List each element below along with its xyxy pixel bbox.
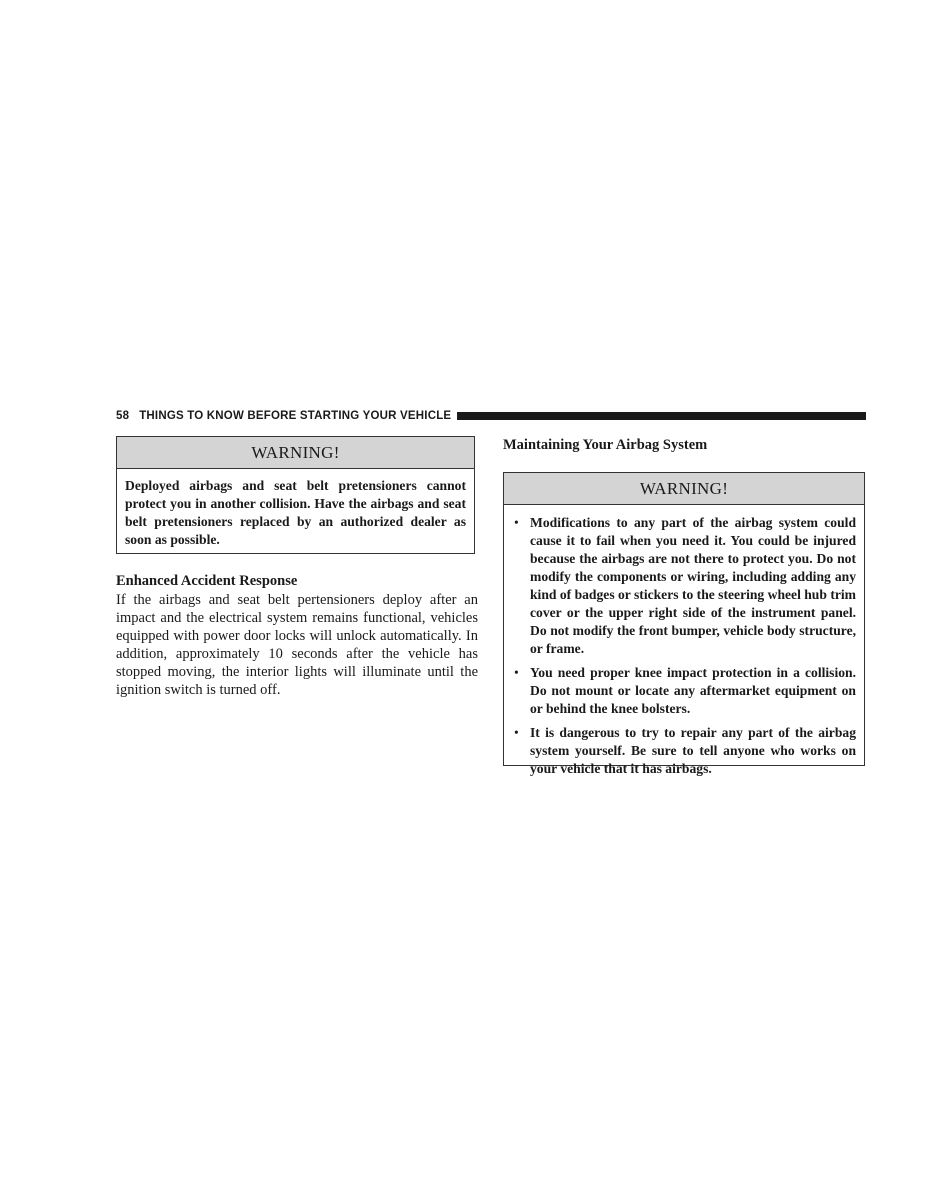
bullet-icon: • [514, 665, 519, 680]
page-header [116, 407, 866, 425]
warning-item-text: You need proper knee impact protection in a collision. Do not mount or locate any aftermarket equipment on or behind the knee bolsters. [530, 665, 856, 716]
warning-list [504, 505, 864, 778]
page-number: 58 [116, 410, 130, 422]
warning-text: Deployed airbags and seat belt pretensioners cannot protect you in another collision. Have the airbags and seat belt pretensioners replaced by an authorized dealer as soon as possible. [125, 478, 466, 547]
maintaining-airbag-heading: Maintaining Your Airbag System [503, 437, 708, 453]
warning-item-text: Modifications to any part of the airbag system could cause it to fail when you need it. You could be injured because the airbags are not there to protect you. Do not modify the components or wiring, including adding any kind of badges or stickers to the steering wheel hub trim cover or the upper right side of the instrument panel. Do not modify the front bumper, vehicle body structure, or frame. [530, 515, 856, 656]
warning-title: WARNING! [117, 437, 474, 469]
warning-list-item [512, 724, 856, 778]
header-rule [457, 412, 866, 420]
warning-item-text: It is dangerous to try to repair any part of the airbag system yourself. Be sure to tell anyone who works on your vehicle that it has airbags. [530, 725, 856, 776]
warning-list-item [512, 514, 856, 658]
airbag-replacement-warning-box [116, 436, 475, 554]
warning-list-item [512, 664, 856, 718]
bullet-icon: • [514, 515, 519, 530]
warning-title: WARNING! [504, 473, 864, 505]
section-title: THINGS TO KNOW BEFORE STARTING YOUR VEHICLE [139, 410, 452, 422]
bullet-icon: • [514, 725, 519, 740]
enhanced-accident-response-heading: Enhanced Accident Response [116, 573, 298, 589]
airbag-maintenance-warning-box [503, 472, 865, 776]
enhanced-accident-response-body: If the airbags and seat belt pertensioners deploy after an impact and the electrical system remains functional, vehicles equipped with power door locks will unlock automatically. In addition, approximately 10 seconds after the vehicle has stopped moving, the interior lights will illuminate until the ignition switch is turned off. [116, 592, 478, 698]
